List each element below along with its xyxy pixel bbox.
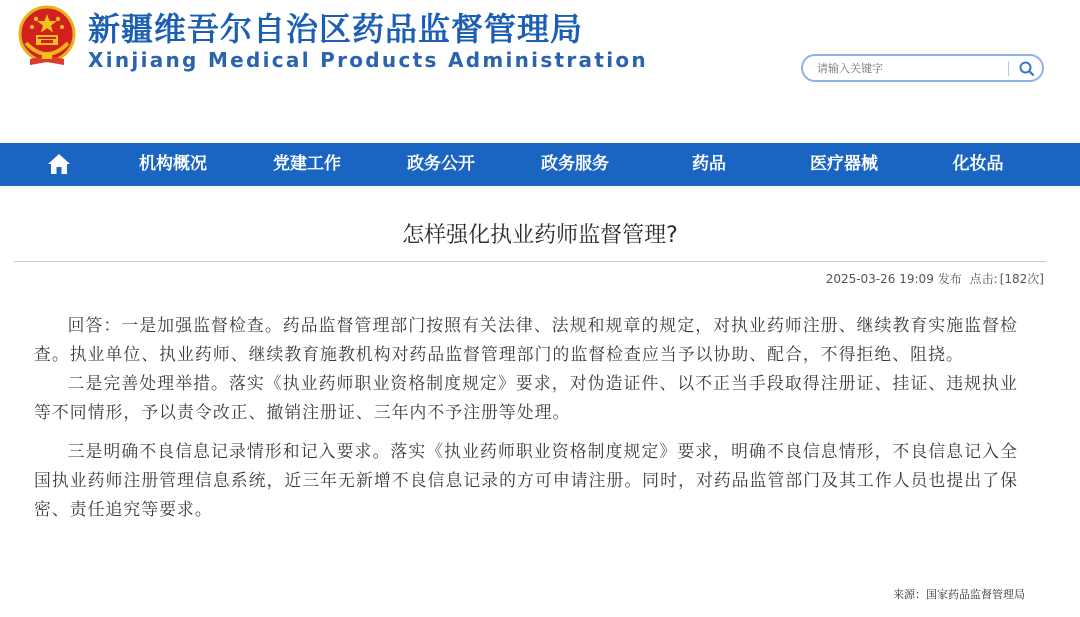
article-paragraph: 回答：一是加强监督检查。药品监督管理部门按照有关法律、法规和规章的规定，对执业药师注册、继续教育实施监督检查。执业单位、执业药师、继续教育施教机构对药品监督管理部门的监督检查应当予以协助、配合，不得拒绝、阻挠。: [34, 315, 1018, 364]
site-title-en: Xinjiang Medical Products Administration: [88, 48, 648, 72]
article-title: 怎样强化执业药师监督管理?: [402, 223, 678, 248]
article-paragraph: 三是明确不良信息记录情形和记入要求。落实《执业药师职业资格制度规定》要求，明确不良信息情形，不良信息记入全国执业药师注册管理信息系统，近三年无新增不良信息记录的方可申请注册。同时，对药品监管部门及其工作人员也提出了保密、责任追究等要求。: [34, 441, 1018, 519]
publish-datetime: 2025-03-26 19:09: [825, 272, 934, 286]
clicks-label: 点击:: [969, 272, 998, 286]
search-divider: [1008, 61, 1009, 76]
nav-item-party[interactable]: 党建工作: [273, 154, 341, 174]
nav-item-devices[interactable]: 医疗器械: [810, 154, 878, 174]
nav-item-drugs[interactable]: 药品: [692, 154, 726, 174]
site-header: [0, 0, 1080, 143]
site-title-cn: 新疆维吾尔自治区药品监督管理局: [88, 10, 584, 48]
nav-item-gov-affairs[interactable]: 政务公开: [407, 154, 475, 174]
article-meta: [822, 270, 1044, 287]
search-box: [801, 54, 1044, 82]
nav-home-button[interactable]: [46, 152, 72, 176]
publish-label: 发布: [937, 272, 962, 286]
title-divider: [14, 261, 1046, 262]
home-icon: [46, 152, 72, 176]
nav-item-org[interactable]: 机构概况: [139, 154, 207, 174]
click-count: [182次]: [999, 272, 1044, 286]
nav-item-gov-services[interactable]: 政务服务: [541, 154, 609, 174]
search-icon: [1016, 59, 1038, 78]
article-paragraph: 二是完善处理举措。落实《执业药师职业资格制度规定》要求，对伪造证件、以不正当手段取得注册证、挂证、违规执业等不同情形，予以责令改正、撤销注册证、三年内不予注册等处理。: [34, 373, 1018, 422]
article-source: 来源：国家药品监督管理局: [893, 588, 1025, 601]
search-button[interactable]: [1016, 59, 1038, 78]
national-emblem-icon: [18, 5, 76, 69]
search-input[interactable]: [817, 59, 997, 77]
nav-item-cosmetics[interactable]: 化妆品: [952, 154, 1004, 174]
article-body: [34, 311, 1018, 524]
main-nav: [0, 143, 1080, 186]
